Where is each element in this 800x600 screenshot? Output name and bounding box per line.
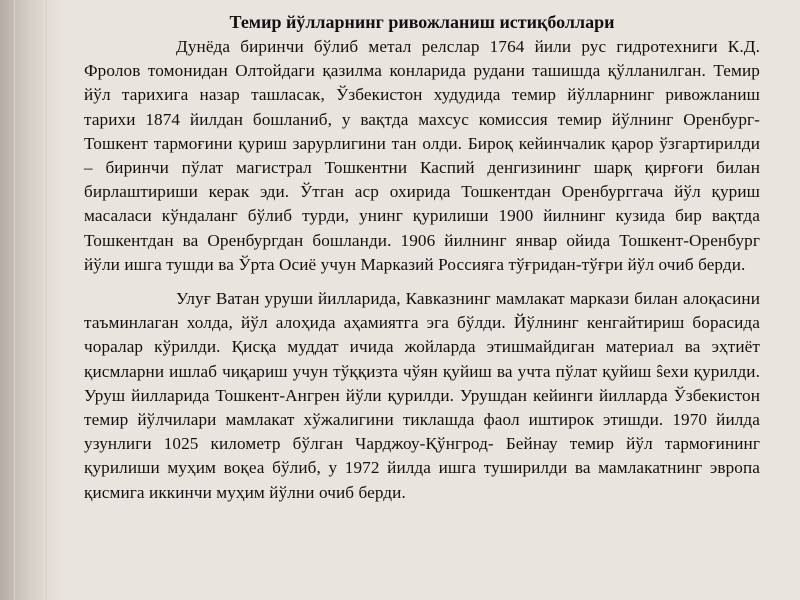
- strip-line: [14, 0, 15, 600]
- document-title: Темир йўлларнинг ривожланиш истиқболлари: [229, 12, 615, 32]
- strip-line: [30, 0, 31, 600]
- paragraph-history: Дунёда биринчи бўлиб метал релслар 1764 йили рус гидротехниги К.Д. Фролов томонидан Олтойдаги қазилма конларида рудани ташишда қўлланилган. Темир йўл тарихига назар ташласак, Ўзбекистон худудида темир йўлларнинг ривожланиш тарихи 1874 йилдан бошланиб, у вақтда махсус комиссия темир йўлнинг Оренбург-Тошкент тармоғини қуриш зарурлигини тан олди. Бироқ кейинчалик қарор ўзгартирилди – биринчи пўлат магистрал Тошкентни Каспий денгизининг шарқ қирғоғи билан бирлаштириши керак эди. Ўтган аср охирида Тошкентдан Оренбурггача йўл қуриш масаласи кўндаланг бўлиб турди, унинг қурилиши 1900 йилнинг кузида бир вақтда Тошкентдан ва Оренбургдан бошланди. 1906 йилнинг январ ойида Тошкент-Оренбург йўли ишга тушди ва Ўрта Осиё учун Марказий Россияга тўғридан-тўғри йўл очиб берди.: [84, 37, 760, 274]
- strip-line: [46, 0, 47, 600]
- decorative-side-strip: [0, 0, 64, 600]
- paragraph-war-years: Улуғ Ватан уруши йилларида, Кавказнинг мамлакат маркази билан алоқасини таъминлаган холда, йўл алоҳида аҳамиятга эга бўлди. Йўлнинг кенгайтириш борасида чоралар кўрилди. Қисқа муддат ичида жойларда этишмайдиган материал ва эҳтиёт қисмларни ишлаб чиқариш учун тўққизта чўян қуйиш ва учта пўлат қуйиш ŝехи қурилди. Уруш йилларида Тошкент-Ангрен йўли қурилди. Урушдан кейинги йилларда Ўзбекистон темир йўлчилари мамлакат хўжалигини тиклашда фаол иштирок этишди. 1970 йилда узунлиги 1025 километр бўлган Чарджоу-Қўнгрод- Бейнау темир йўл тармоғининг қурилиши муҳим воқеа бўлиб, у 1972 йилда ишга туширилди ва мамлакатнинг эвропа қисмига иккинчи муҳим йўлни очиб берди.: [84, 289, 760, 502]
- document-page: [84, 11, 760, 505]
